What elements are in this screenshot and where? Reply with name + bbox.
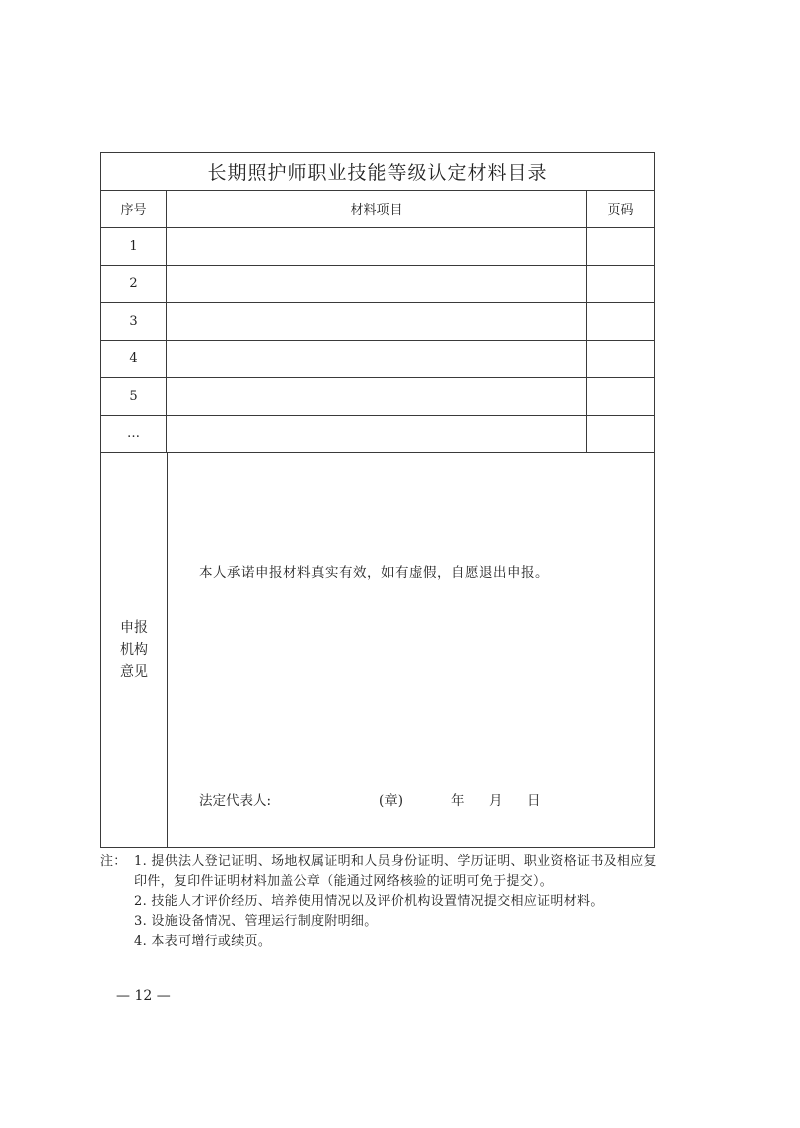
row-page-cell[interactable]: [587, 378, 654, 415]
row-index: 5: [101, 378, 167, 415]
row-item-cell[interactable]: [167, 378, 587, 415]
row-page-cell[interactable]: [587, 303, 654, 340]
legal-representative-label: 法定代表人:: [199, 793, 272, 809]
note-item: [100, 892, 660, 912]
notes-section: [100, 852, 660, 952]
row-item-cell[interactable]: [167, 228, 587, 265]
table-row: [101, 303, 654, 341]
year-label: 年: [451, 793, 465, 809]
opinion-section: [101, 453, 654, 847]
row-index: 1: [101, 228, 167, 265]
row-item-cell[interactable]: [167, 303, 587, 340]
opinion-label: [101, 453, 168, 847]
header-page: 页码: [607, 203, 634, 218]
note-item: [100, 932, 660, 952]
header-item: 材料项目: [167, 190, 587, 227]
table-header-row: [101, 190, 654, 228]
table-row: [101, 415, 654, 453]
row-index: …: [101, 415, 167, 452]
table-row: [101, 378, 654, 416]
row-item-cell[interactable]: [167, 340, 587, 377]
row-index: 3: [101, 303, 167, 340]
row-page-cell[interactable]: [587, 265, 654, 302]
row-page-cell[interactable]: [587, 415, 654, 452]
row-index: 4: [101, 340, 167, 377]
row-index: 2: [101, 265, 167, 302]
row-page-cell[interactable]: [587, 340, 654, 377]
opinion-label-line: 机构: [120, 642, 148, 658]
materials-table: [100, 152, 655, 848]
seal-label: (章): [379, 793, 404, 809]
signature-line: [199, 789, 541, 809]
opinion-label-line: 申报: [120, 620, 148, 636]
opinion-label-line: 意见: [120, 664, 148, 680]
table-title: 长期照护师职业技能等级认定材料目录: [101, 153, 654, 191]
note-text: 2. 技能人才评价经历、培养使用情况以及评价机构设置情况提交相应证明材料。: [134, 894, 604, 909]
pledge-statement: 本人承诺申报材料真实有效，如有虚假，自愿退出申报。: [199, 565, 549, 581]
note-text: 1. 提供法人登记证明、场地权属证明和人员身份证明、学历证明、职业资格证书及相应复印件，复印件证明材料加盖公章（能通过网络核验的证明可免于提交）。: [134, 854, 657, 889]
row-page-cell[interactable]: [587, 228, 654, 265]
note-text: 4. 本表可增行或续页。: [134, 934, 272, 949]
row-item-cell[interactable]: [167, 415, 587, 452]
table-row: [101, 340, 654, 378]
note-item: [100, 852, 660, 892]
note-item: [100, 912, 660, 932]
table-row: [101, 265, 654, 303]
table-row: [101, 228, 654, 266]
page-number: — 12 —: [116, 988, 171, 1004]
row-item-cell[interactable]: [167, 265, 587, 302]
note-text: 3. 设施设备情况、管理运行制度附明细。: [134, 914, 378, 929]
header-index: 序号: [101, 190, 167, 227]
month-label: 月: [489, 793, 503, 809]
day-label: 日: [527, 793, 541, 809]
notes-prefix: 注：: [100, 854, 127, 869]
